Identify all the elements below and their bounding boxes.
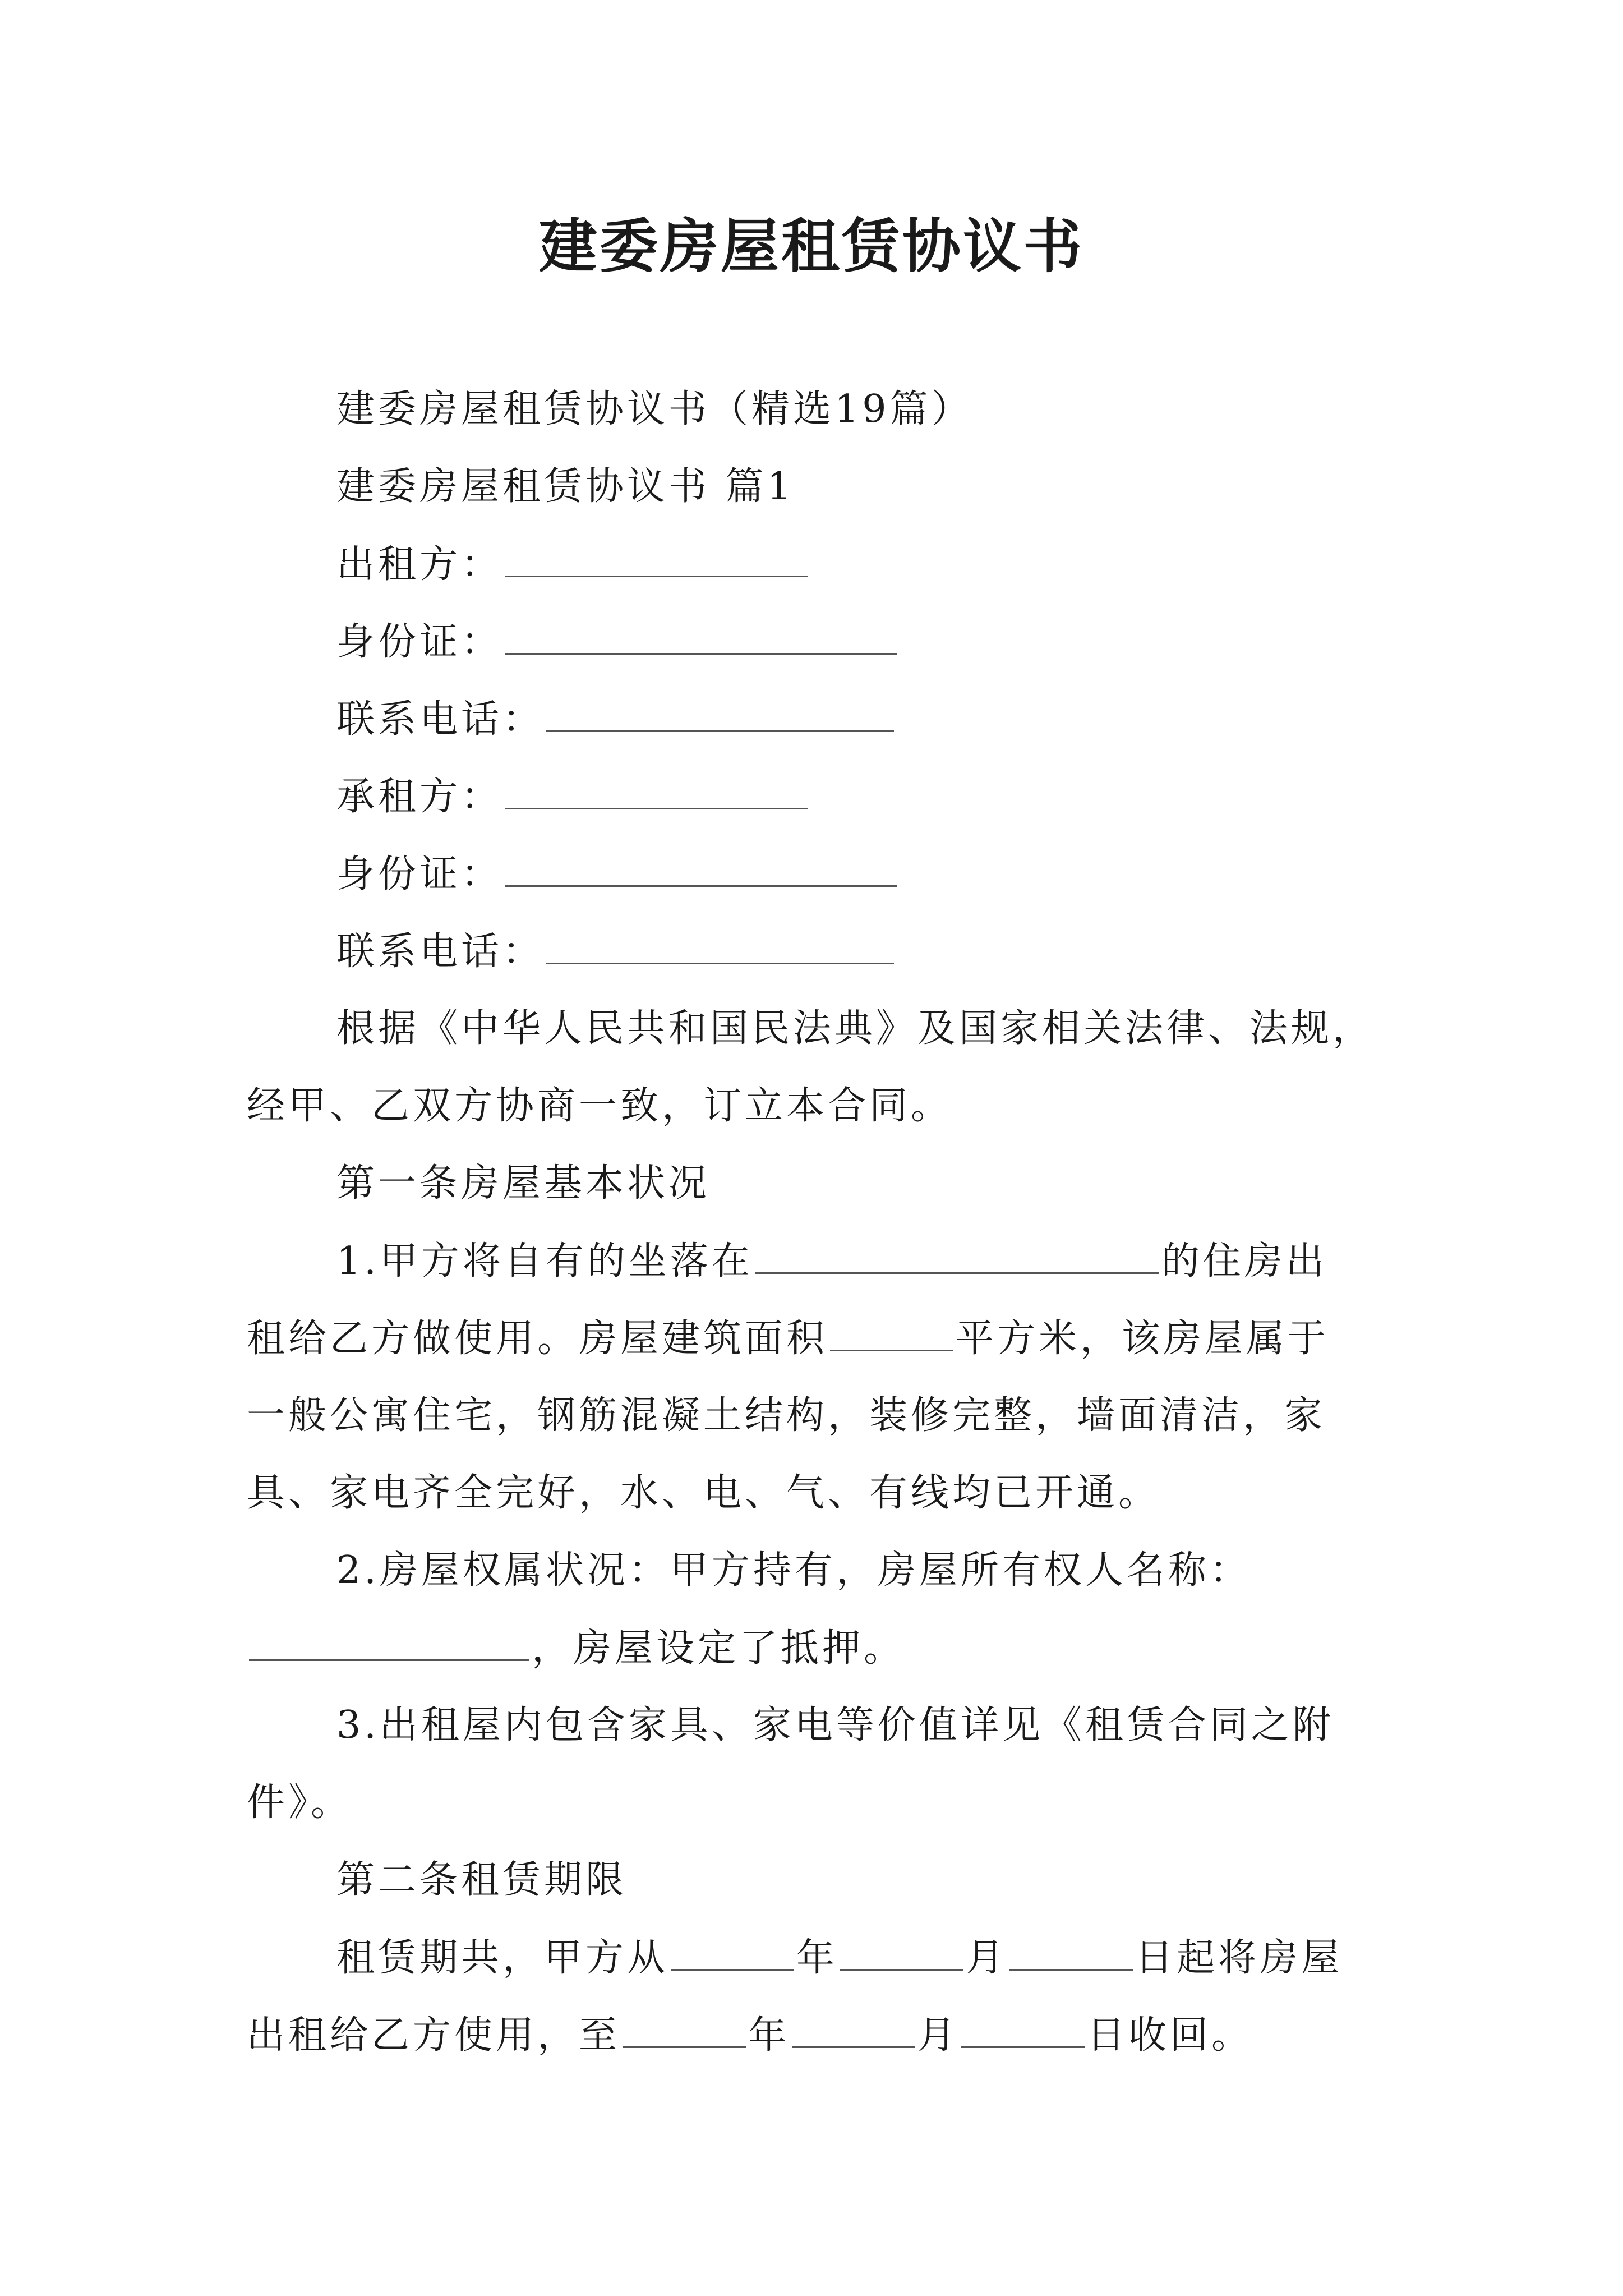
article1-p2-line2: [247, 1626, 905, 1671]
article1-p2-line1: 2.房屋权属状况：甲方持有，房屋所有权人名称：: [336, 1548, 1251, 1593]
article1-p1-line2: [247, 1316, 1329, 1361]
lessor-id-blank[interactable]: [505, 619, 897, 655]
article1-heading: 第一条房屋基本状况: [336, 1161, 711, 1205]
article1-p1-line3: 一般公寓住宅，钢筋混凝土结构，装修完整，墙面清洁，家: [247, 1393, 1326, 1438]
a2-l1-text-b: 日起将房屋: [1135, 1936, 1343, 1980]
end-month-blank[interactable]: [792, 2013, 915, 2048]
lessor-blank[interactable]: [505, 542, 808, 577]
end-year-blank[interactable]: [623, 2013, 746, 2048]
a2-l2-text-a: 出租给乙方使用，至: [247, 2013, 621, 2058]
lessee-blank[interactable]: [505, 774, 808, 809]
p1-text-a: 1.甲方将自有的坐落在: [336, 1239, 753, 1283]
intro-line-2: 经甲、乙双方协商一致，订立本合同。: [247, 1084, 953, 1128]
area-blank[interactable]: [830, 1316, 953, 1351]
lessee-id-label: 身份证：: [336, 852, 503, 896]
p1-text-d: 平方米，该房屋属于: [956, 1317, 1330, 1361]
intro-line-1: 根据《中华人民共和国民法典》及国家相关法律、法规，: [336, 1006, 1375, 1051]
lessee-id-blank[interactable]: [505, 852, 897, 887]
article2-line1: [336, 1935, 1343, 1981]
address-blank[interactable]: [755, 1239, 1159, 1274]
a2-l1-text-a: 租赁期共，甲方从: [336, 1936, 669, 1980]
a2-l1-month: 月: [966, 1936, 1008, 1980]
lessee-phone-label: 联系电话：: [336, 930, 545, 974]
document-title: 建委房屋租赁协议书: [538, 212, 1084, 280]
lessor-label: 出租方：: [336, 542, 503, 587]
owner-name-blank[interactable]: [249, 1626, 529, 1661]
article2-heading: 第二条租赁期限: [336, 1858, 628, 1902]
subtitle: 建委房屋租赁协议书（精选19篇）: [336, 387, 973, 431]
p1-text-c: 租给乙方做使用。房屋建筑面积: [247, 1317, 828, 1361]
lessor-phone-line: [336, 697, 896, 742]
section-heading: 建委房屋租赁协议书 篇1: [336, 464, 795, 509]
article1-p3-line1: 3.出租屋内包含家具、家电等价值详见《租赁合同之附: [336, 1703, 1334, 1747]
start-year-blank[interactable]: [671, 1935, 794, 1971]
end-day-blank[interactable]: [961, 2013, 1085, 2048]
article1-p1-line1: [336, 1239, 1327, 1284]
lessor-phone-blank[interactable]: [546, 697, 894, 732]
start-month-blank[interactable]: [840, 1935, 963, 1971]
lessee-label: 承租方：: [336, 775, 503, 819]
a2-l2-year: 年: [748, 2013, 790, 2058]
lessor-phone-label: 联系电话：: [336, 697, 545, 742]
lessor-id-label: 身份证：: [336, 620, 503, 664]
lessee-line: [336, 774, 810, 820]
lessor-line: [336, 542, 810, 587]
lessee-phone-line: [336, 929, 896, 974]
article1-p1-line4: 具、家电齐全完好，水、电、气、有线均已开通。: [247, 1471, 1160, 1515]
lessee-id-line: [336, 852, 900, 897]
p1-text-b: 的住房出: [1161, 1239, 1327, 1283]
article2-line2: [247, 2013, 1253, 2058]
a2-l2-text-b: 日收回。: [1087, 2013, 1253, 2058]
p2-text-b: ，房屋设定了抵押。: [532, 1626, 906, 1671]
a2-l1-year: 年: [796, 1936, 838, 1980]
a2-l2-month: 月: [917, 2013, 960, 2058]
lessee-phone-blank[interactable]: [546, 929, 894, 964]
lessor-id-line: [336, 619, 900, 665]
article1-p3-line2: 件》。: [247, 1780, 353, 1825]
start-day-blank[interactable]: [1009, 1935, 1133, 1971]
